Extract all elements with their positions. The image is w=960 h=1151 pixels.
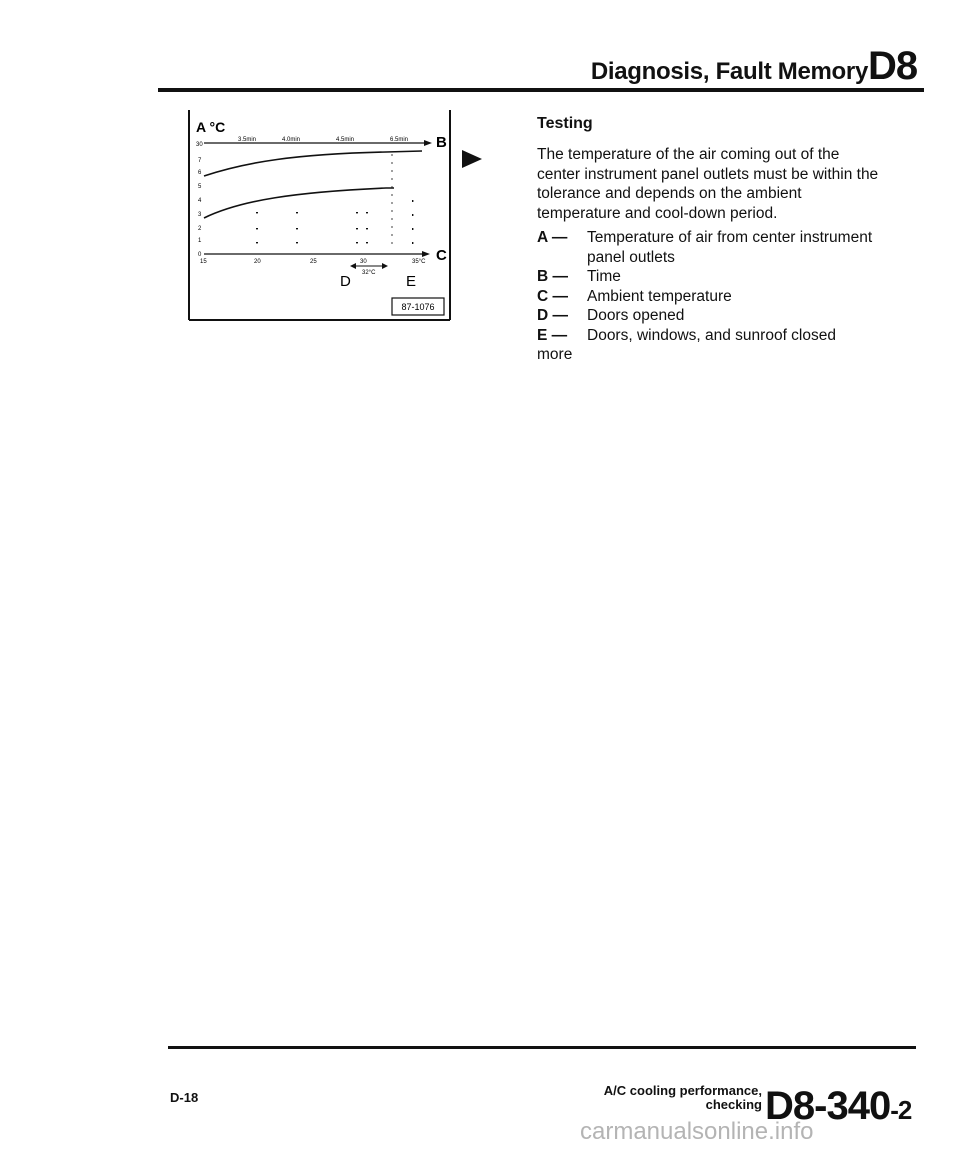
time-label-1: 3.5min bbox=[238, 137, 257, 143]
legend-key: A — bbox=[537, 229, 568, 246]
axis-label-a: A °C bbox=[196, 119, 226, 135]
time-label-4: 6.5min bbox=[390, 137, 409, 143]
time-label-2: 4.0min bbox=[282, 137, 301, 143]
page-number: D-18 bbox=[170, 1090, 199, 1105]
label-d: D bbox=[340, 273, 351, 290]
x-tick-label: 15 bbox=[200, 259, 207, 265]
header-rule bbox=[158, 88, 924, 92]
y-tick-label: 30 bbox=[196, 142, 203, 148]
marker-label: 32°C bbox=[362, 270, 376, 276]
legend-key: B — bbox=[537, 268, 568, 285]
legend-item-d bbox=[537, 306, 897, 326]
x-axis-arrow bbox=[422, 251, 430, 257]
footer-caption-line2: checking bbox=[705, 1097, 762, 1112]
footer-rule bbox=[168, 1046, 916, 1049]
footer-caption-line1: A/C cooling performance, bbox=[603, 1083, 762, 1098]
body-paragraph: The temperature of the air coming out of the center instrument panel outlets must be within the tolerance and depends on the ambient temperature and cool-down period. bbox=[537, 146, 879, 222]
time-label-3: 4.5min bbox=[336, 137, 355, 143]
legend-list bbox=[537, 228, 897, 345]
page-header-title: Diagnosis, Fault Memory bbox=[590, 58, 868, 85]
y-tick-label: 7 bbox=[198, 158, 202, 164]
marker-arrow-left bbox=[350, 263, 356, 269]
x-tick-label: 30 bbox=[360, 259, 367, 265]
legend-key: D — bbox=[537, 307, 568, 324]
y-tick-label: 2 bbox=[198, 226, 202, 232]
tolerance-curve-lower bbox=[204, 188, 394, 218]
x-tick-label: 20 bbox=[254, 259, 261, 265]
y-tick-label: 0 bbox=[198, 252, 202, 258]
legend-item-b bbox=[537, 267, 897, 287]
label-b: B bbox=[436, 134, 447, 151]
temperature-diagram bbox=[186, 100, 452, 324]
marker-arrow-right bbox=[382, 263, 388, 269]
x-tick-label: 35°C bbox=[412, 259, 426, 265]
footer-caption bbox=[560, 1084, 762, 1112]
tolerance-curve-upper bbox=[204, 151, 422, 176]
legend-text: Ambient temperature bbox=[587, 287, 732, 305]
label-c: C bbox=[436, 247, 447, 264]
label-e: E bbox=[406, 273, 417, 290]
legend-text: Time bbox=[587, 268, 621, 285]
legend-text: Doors, windows, and sunroof closed bbox=[587, 326, 836, 344]
section-heading: Testing bbox=[537, 115, 593, 132]
y-tick-label: 3 bbox=[198, 212, 202, 218]
watermark-text: carmanualsonline.info bbox=[580, 1118, 814, 1145]
y-tick-label: 6 bbox=[198, 170, 202, 176]
figure-id: 87-1076 bbox=[401, 302, 435, 312]
pointer-triangle-icon bbox=[462, 150, 482, 168]
footer-code-main: D8-340 bbox=[765, 1084, 891, 1128]
page-header-code: D8 bbox=[868, 44, 918, 88]
x-tick-label: 25 bbox=[310, 259, 317, 265]
legend-item-a bbox=[537, 228, 897, 267]
footer-code-sub: -2 bbox=[890, 1095, 912, 1125]
legend-text: Temperature of air from center instrument panel outlets bbox=[587, 229, 873, 266]
time-arrow-head bbox=[424, 140, 432, 146]
legend-text: Doors opened bbox=[587, 307, 685, 324]
more-label: more bbox=[537, 346, 573, 363]
y-tick-label: 4 bbox=[198, 198, 202, 204]
legend-item-e bbox=[537, 326, 897, 346]
y-tick-label: 1 bbox=[198, 238, 202, 244]
legend-key: C — bbox=[537, 287, 568, 305]
diagram-svg bbox=[186, 100, 452, 324]
guide-dots bbox=[256, 200, 413, 244]
legend-item-c bbox=[537, 287, 897, 307]
legend-key: E — bbox=[537, 326, 568, 344]
y-tick-label: 5 bbox=[198, 184, 202, 190]
